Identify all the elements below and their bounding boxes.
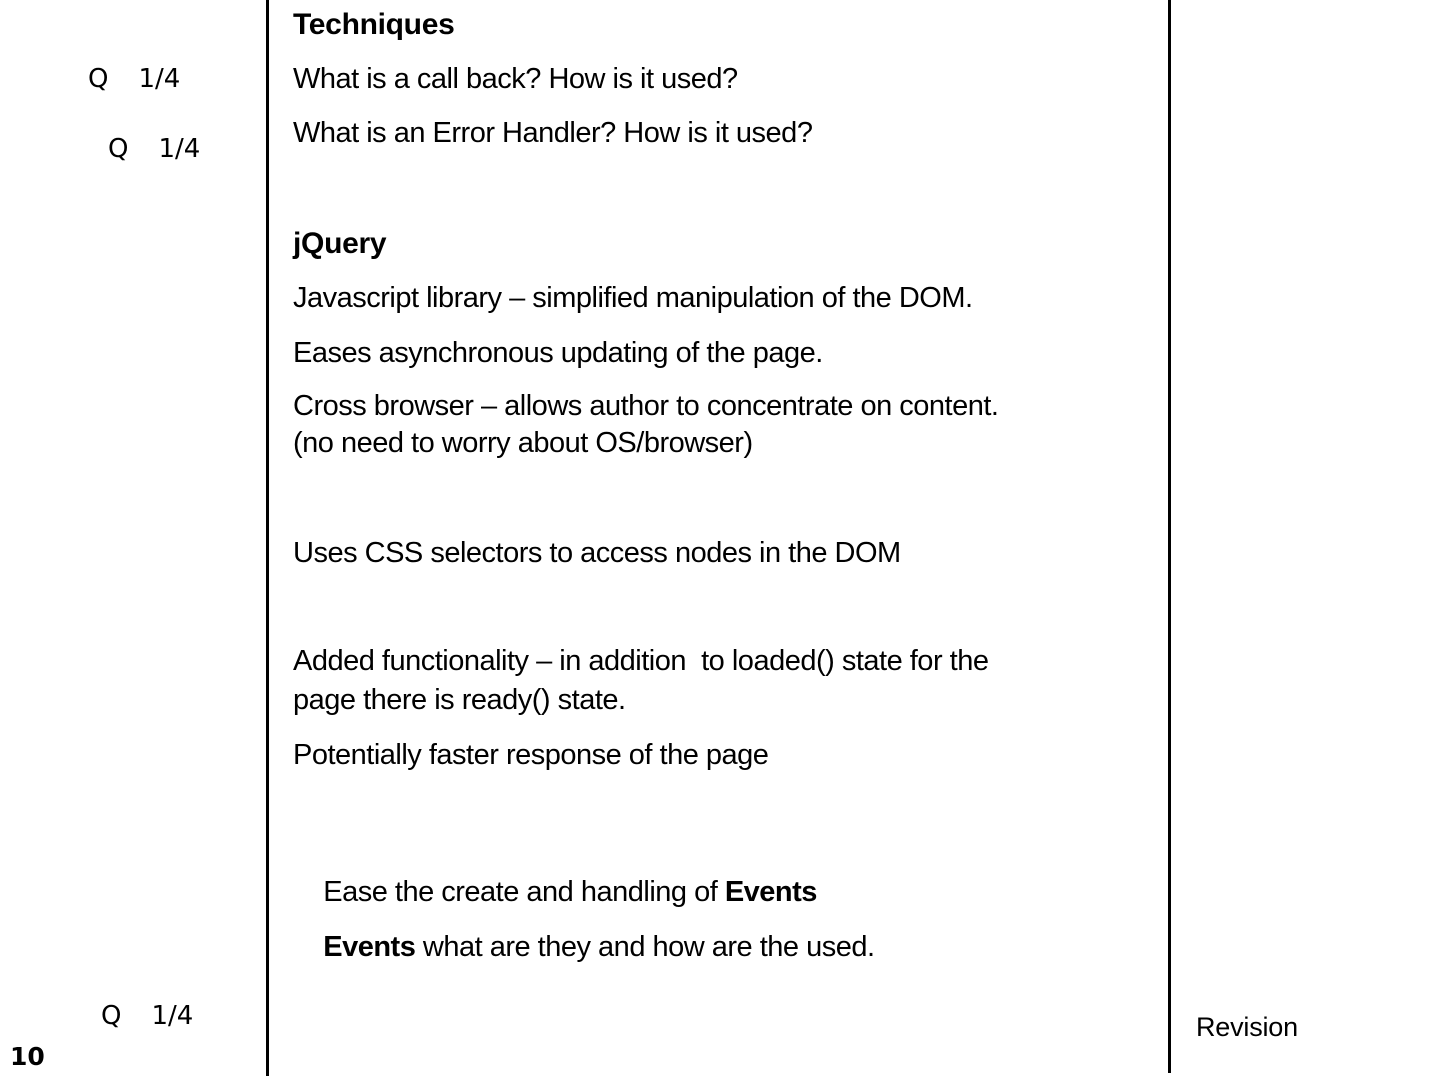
events-question-bold-word: Events	[323, 931, 416, 963]
events-question-text: what are they and how are the used.	[415, 931, 875, 963]
jquery-css-selectors-line: Uses CSS selectors to access nodes in the DOM	[293, 537, 901, 569]
jquery-events-question-line	[293, 904, 875, 991]
section-heading-techniques: Techniques	[293, 8, 455, 41]
section-heading-jquery: jQuery	[293, 227, 387, 260]
margin-note-value: 1/4	[138, 64, 181, 94]
left-margin-rule	[266, 0, 269, 1076]
jquery-cross-browser-line-1: Cross browser – allows author to concentrate on content.	[293, 390, 999, 422]
jquery-added-functionality-line-2: page there is ready() state.	[293, 684, 626, 716]
events-intro-bold-word: Events	[724, 876, 817, 908]
margin-note-prefix: Q	[88, 64, 109, 94]
jquery-faster-response-line: Potentially faster response of the page	[293, 739, 769, 771]
events-intro-text: Ease the create and handling of	[323, 876, 725, 908]
page-number: 10	[10, 1042, 45, 1071]
jquery-async-line: Eases asynchronous updating of the page.	[293, 337, 823, 369]
margin-note-value: 1/4	[158, 134, 201, 164]
margin-note-value: 1/4	[151, 1001, 194, 1031]
question-error-handler: What is an Error Handler? How is it used?	[293, 117, 813, 149]
jquery-cross-browser-line-2: (no need to worry about OS/browser)	[293, 427, 753, 459]
revision-label: Revision	[1196, 1012, 1298, 1042]
margin-note-q1	[88, 66, 180, 92]
jquery-added-functionality-line-1: Added functionality – in addition to loaded() state for the	[293, 645, 989, 677]
margin-note-prefix: Q	[101, 1001, 122, 1031]
margin-note-q2	[108, 136, 200, 162]
question-callback: What is a call back? How is it used?	[293, 63, 738, 95]
right-margin-rule	[1168, 0, 1171, 1073]
margin-note-q3	[101, 1003, 193, 1029]
jquery-library-line: Javascript library – simplified manipulation of the DOM.	[293, 282, 973, 314]
margin-note-prefix: Q	[108, 134, 129, 164]
